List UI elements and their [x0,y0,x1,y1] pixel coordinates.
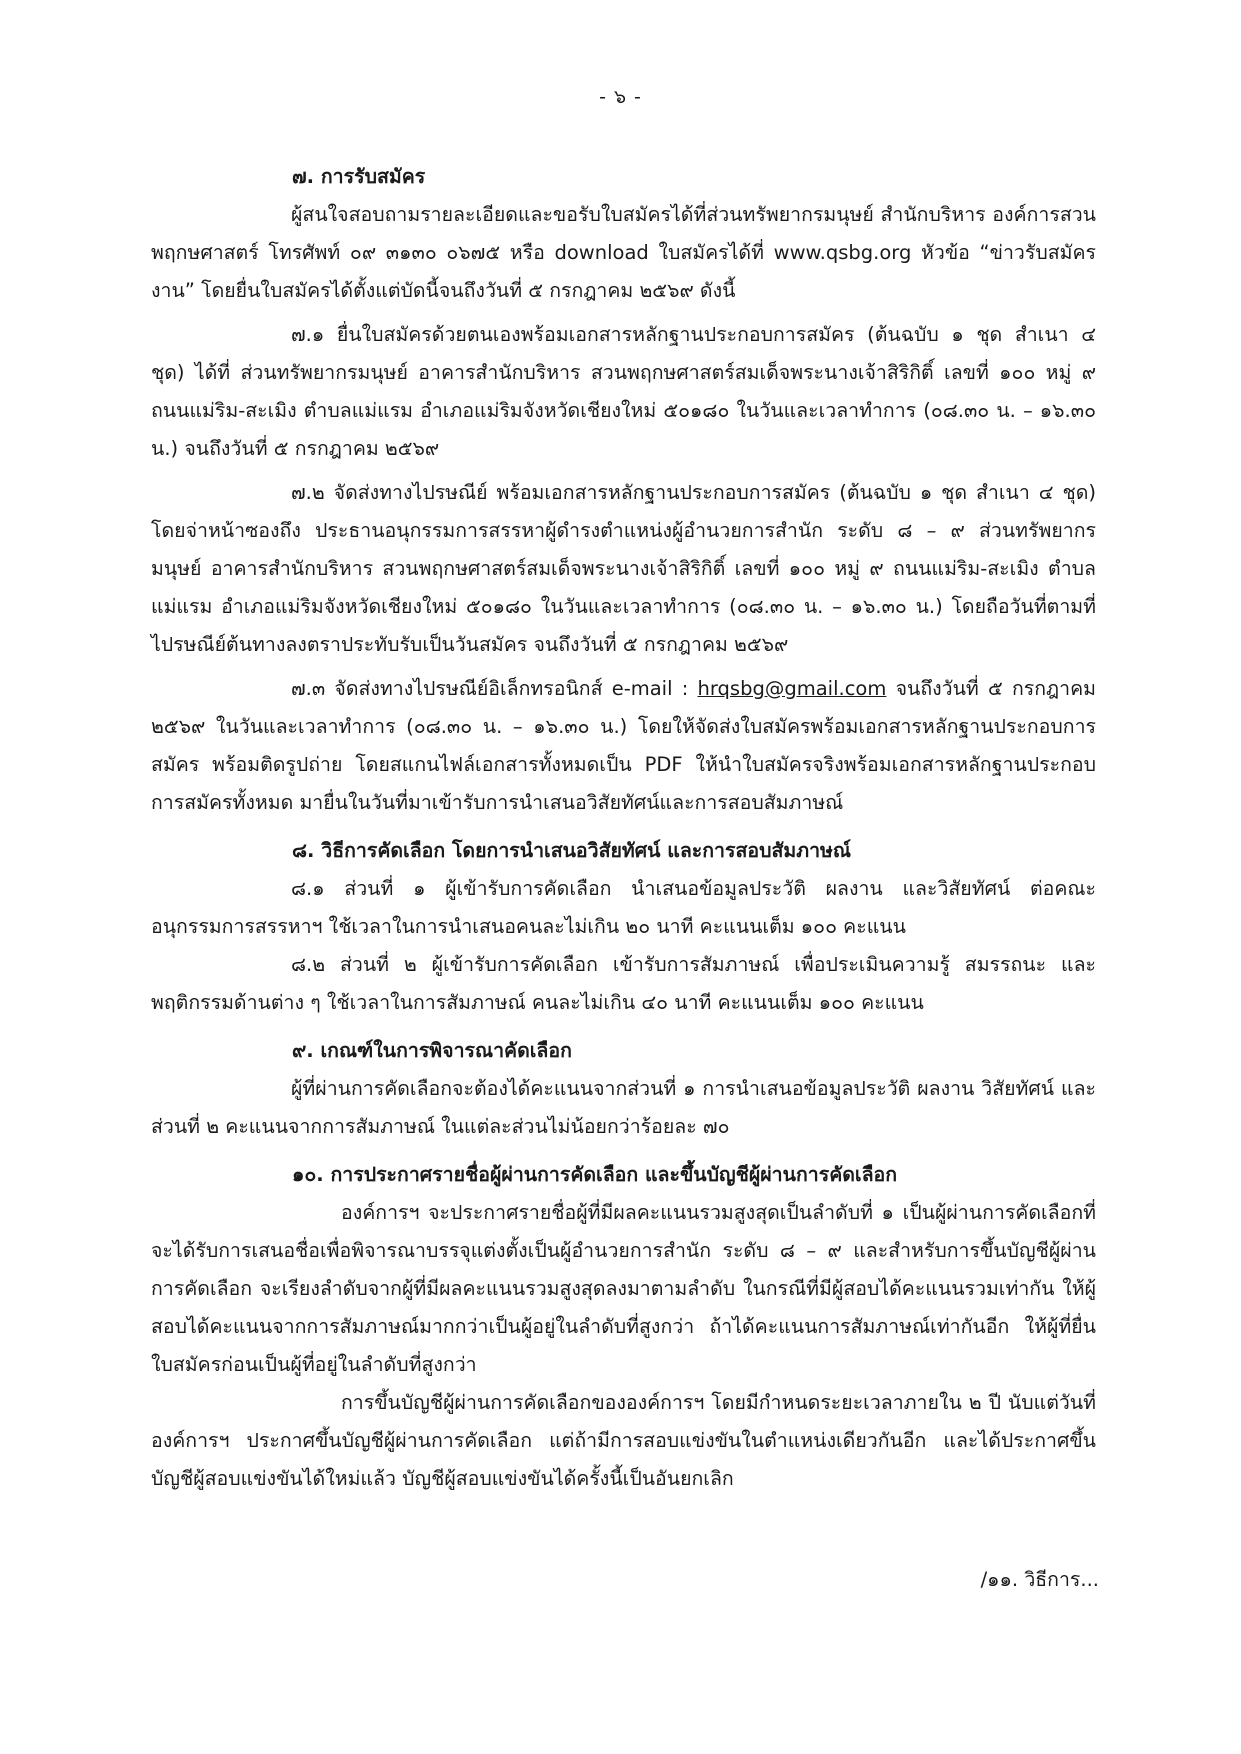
section-7-item-1: ๗.๑ ยื่นใบสมัครด้วยตนเองพร้อมเอกสารหลักฐานประกอบการสมัคร (ต้นฉบับ ๑ ชุด สำเนา ๔ ชุด) ได้ที่ ส่วนทรัพยากรมนุษย์ อาคารสำนักบริหาร สวนพฤกษศาสตร์สมเด็จพระนางเจ้าสิริกิติ์ เลขที่ ๑๐๐ หมู่ ๙ ถนนแม่ริม-สะเมิง ตำบลแม่แรม อำเภอแม่ริมจังหวัดเชียงใหม่ ๕๐๑๘๐ ในวันและเวลาทำการ (๐๘.๓๐ น. – ๑๖.๓๐ น.) จนถึงวันที่ ๕ กรกฎาคม ๒๕๖๙ [151,323,1096,460]
email-link[interactable]: hrqsbg@gmail.com [697,677,887,700]
section-9-heading: ๙. เกณฑ์ในการพิจารณาคัดเลือก [292,1039,572,1062]
section-7-intro: ผู้สนใจสอบถามรายละเอียดและขอรับใบสมัครได้ที่ส่วนทรัพยากรมนุษย์ สำนักบริหาร องค์การสวนพฤกษศาสตร์ โทรศัพท์ ๐๙ ๓๑๓๐ ๐๖๗๕ หรือ download ใบสมัครได้ที่ www.qsbg.org หัวข้อ “ข่าวรับสมัครงาน” โดยยื่นใบสมัครได้ตั้งแต่บัดนี้จนถึงวันที่ ๕ กรกฎาคม ๒๕๖๙ ดังนี้ [151,203,1096,302]
next-page-reference: /๑๑. วิธีการ... [980,1568,1099,1591]
document-body [151,158,1096,1504]
section-10-heading: ๑๐. การประกาศรายชื่อผู้ผ่านการคัดเลือก และขึ้นบัญชีผู้ผ่านการคัดเลือก [292,1163,898,1186]
section-7-item-3-rest: จนถึงวันที่ ๕ กรกฎาคม ๒๕๖๙ ในวันและเวลาทำการ (๐๘.๓๐ น. – ๑๖.๓๐ น.) โดยให้จัดส่งใบสมัครพร้อมเอกสารหลักฐานประกอบการสมัคร พร้อมติดรูปถ่าย โดยสแกนไฟล์เอกสารทั้งหมดเป็น PDF ให้นำใบสมัครจริงพร้อมเอกสารหลักฐานประกอบการสมัครทั้งหมด มายื่นในวันที่มาเข้ารับการนำเสนอวิสัยทัศน์และการสอบสัมภาษณ์ [151,677,1096,814]
section-8-heading: ๘. วิธีการคัดเลือก โดยการนำเสนอวิสัยทัศน์ และการสอบสัมภาษณ์ [292,839,851,862]
section-7-item-3-lead: ๗.๓ จัดส่งทางไปรษณีย์อิเล็กทรอนิกส์ e-mail : [291,677,698,700]
section-10-body-1: องค์การฯ จะประกาศรายชื่อผู้ที่มีผลคะแนนรวมสูงสุดเป็นลำดับที่ ๑ เป็นผู้ผ่านการคัดเลือกที่จะได้รับการเสนอชื่อเพื่อพิจารณาบรรจุแต่งตั้งเป็นผู้อำนวยการสำนัก ระดับ ๘ – ๙ และสำหรับการขึ้นบัญชีผู้ผ่านการคัดเลือก จะเรียงลำดับจากผู้ที่มีผลคะแนนรวมสูงสุดลงมาตามลำดับ ในกรณีที่มีผู้สอบได้คะแนนรวมเท่ากัน ให้ผู้สอบได้คะแนนจากการสัมภาษณ์มากกว่าเป็นผู้อยู่ในลำดับที่สูงกว่า ถ้าได้คะแนนการสัมภาษณ์เท่ากันอีก ให้ผู้ที่ยื่นใบสมัครก่อนเป็นผู้ที่อยู่ในลำดับที่สูงกว่า [151,1201,1096,1376]
section-9-body: ผู้ที่ผ่านการคัดเลือกจะต้องได้คะแนนจากส่วนที่ ๑ การนำเสนอข้อมูลประวัติ ผลงาน วิสัยทัศน์ และส่วนที่ ๒ คะแนนจากการสัมภาษณ์ ในแต่ละส่วนไม่น้อยกว่าร้อยละ ๗๐ [151,1077,1096,1138]
section-7-heading: ๗. การรับสมัคร [292,165,426,188]
page-number: - ๖ - [599,86,642,108]
section-8-item-1: ๘.๑ ส่วนที่ ๑ ผู้เข้ารับการคัดเลือก นำเสนอข้อมูลประวัติ ผลงาน และวิสัยทัศน์ ต่อคณะอนุกรรมการสรรหาฯ ใช้เวลาในการนำเสนอคนละไม่เกิน ๒๐ นาที คะแนนเต็ม ๑๐๐ คะแนน [151,877,1096,938]
section-7-item-3 [151,670,1096,822]
section-8-item-2: ๘.๒ ส่วนที่ ๒ ผู้เข้ารับการคัดเลือก เข้ารับการสัมภาษณ์ เพื่อประเมินความรู้ สมรรถนะ และพฤติกรรมด้านต่าง ๆ ใช้เวลาในการสัมภาษณ์ คนละไม่เกิน ๔๐ นาที คะแนนเต็ม ๑๐๐ คะแนน [151,953,1096,1014]
section-10-body-2: การขึ้นบัญชีผู้ผ่านการคัดเลือกขององค์การฯ โดยมีกำหนดระยะเวลาภายใน ๒ ปี นับแต่วันที่องค์การฯ ประกาศขึ้นบัญชีผู้ผ่านการคัดเลือก แต่ถ้ามีการสอบแข่งขันในตำแหน่งเดียวกันอีก และได้ประกาศขึ้นบัญชีผู้สอบแข่งขันได้ใหม่แล้ว บัญชีผู้สอบแข่งขันได้ครั้งนี้เป็นอันยกเลิก [151,1391,1096,1490]
section-7-item-2: ๗.๒ จัดส่งทางไปรษณีย์ พร้อมเอกสารหลักฐานประกอบการสมัคร (ต้นฉบับ ๑ ชุด สำเนา ๔ ชุด) โดยจ่าหน้าซองถึง ประธานอนุกรรมการสรรหาผู้ดำรงตำแหน่งผู้อำนวยการสำนัก ระดับ ๘ – ๙ ส่วนทรัพยากรมนุษย์ อาคารสำนักบริหาร สวนพฤกษศาสตร์สมเด็จพระนางเจ้าสิริกิติ์ เลขที่ ๑๐๐ หมู่ ๙ ถนนแม่ริม-สะเมิง ตำบลแม่แรม อำเภอแม่ริมจังหวัดเชียงใหม่ ๕๐๑๘๐ ในวันและเวลาทำการ (๐๘.๓๐ น. – ๑๖.๓๐ น.) โดยถือวันที่ตามที่ไปรษณีย์ต้นทางลงตราประทับรับเป็นวันสมัคร จนถึงวันที่ ๕ กรกฎาคม ๒๕๖๙ [151,481,1096,656]
